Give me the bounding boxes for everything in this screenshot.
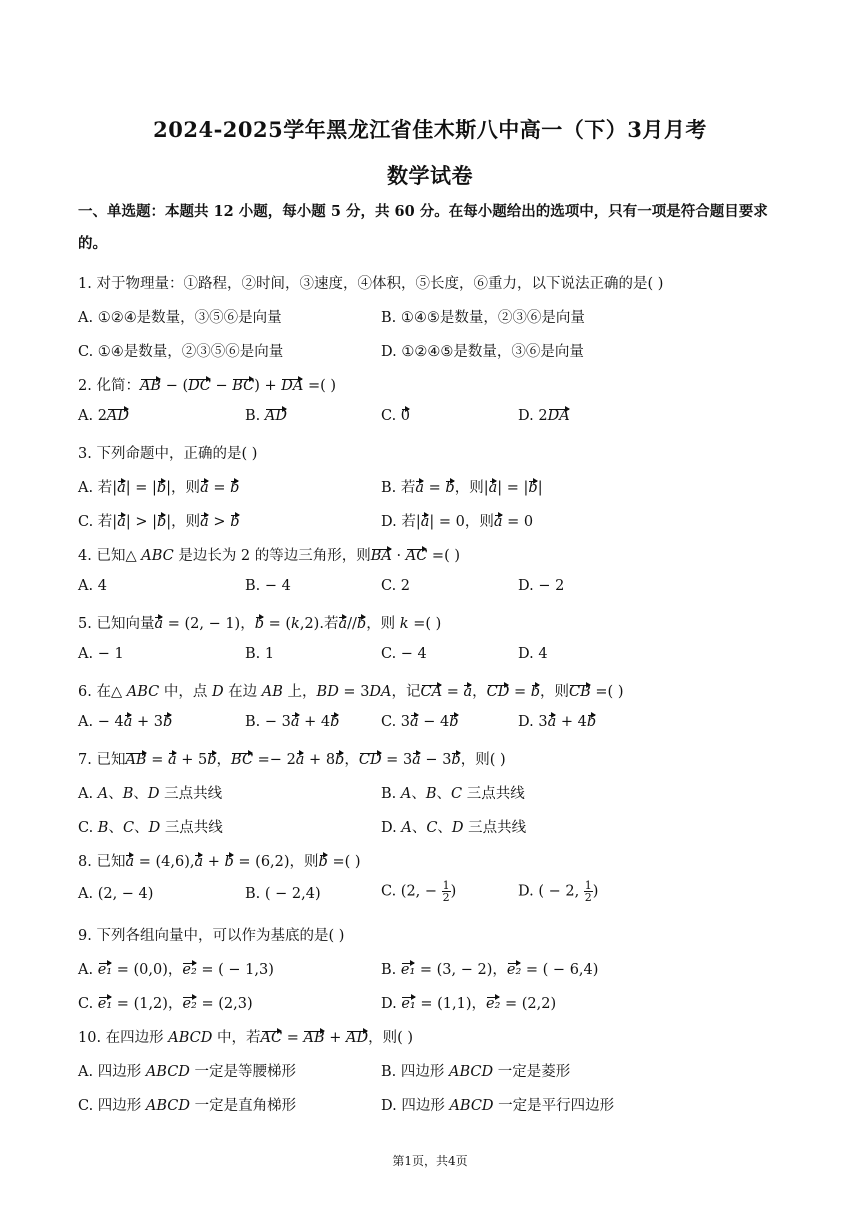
question-2-option-b: B. AD xyxy=(245,408,287,424)
question-7-option-d-text: 三点共线 xyxy=(468,820,527,836)
question-5-option-c: C. − 4 xyxy=(381,646,427,662)
question-1-option-b: B. ①④⑤是数量，②③⑥是向量 xyxy=(381,310,585,326)
section-heading-line2: 的。 xyxy=(78,235,107,252)
question-9-option-a: A. e₁ = (0,0)，e₂ = ( − 1,3) xyxy=(78,962,274,978)
question-9-option-b: B. e₁ = (3, − 2)，e₂ = ( − 6,4) xyxy=(381,962,599,978)
question-10-option-a: A. 四边形 ABCD 一定是等腰梯形 xyxy=(78,1064,297,1080)
question-4-option-d: D. − 2 xyxy=(518,578,565,594)
question-3-option-b: B. 若a = b，则|a| = |b| xyxy=(381,480,543,496)
question-9-option-c: C. e₁ = (1,2)，e₂ = (2,3) xyxy=(78,996,253,1012)
question-10-stem: 10. 在四边形 ABCD 中，若AC = AB + AD，则( ) xyxy=(78,1030,414,1046)
question-9-stem: 9. 下列各组向量中，可以作为基底的是( ) xyxy=(78,928,345,944)
question-1-option-d: D. ①②④⑤是数量，③⑥是向量 xyxy=(381,344,584,360)
question-7-option-c: C. B、C、D 三点共线 xyxy=(78,820,223,836)
section-heading xyxy=(78,196,782,260)
question-1-option-c: C. ①④是数量，②③⑤⑥是向量 xyxy=(78,344,284,360)
question-5-option-b: B. 1 xyxy=(245,646,275,662)
question-8-option-b: B. ( − 2,4) xyxy=(245,886,321,902)
question-4-option-c: C. 2 xyxy=(381,578,411,594)
question-10-option-c-text: 一定是直角梯形 xyxy=(194,1098,297,1114)
question-8-option-d: D. ( − 2, $\frac{1}{2}$ ) xyxy=(518,879,599,904)
question-5-option-a: A. − 1 xyxy=(78,646,124,662)
question-8-option-c: C. (2, − $\frac{1}{2}$ ) xyxy=(381,879,457,904)
question-7-option-d: D. A、C、D 三点共线 xyxy=(381,820,527,836)
question-8-stem: 8. 已知a = (4,6),a + b = (6,2)，则b =( ) xyxy=(78,854,361,870)
question-4-stem: 4. 已知△ ABC 是边长为 2 的等边三角形，则BA · AC =( ) xyxy=(78,548,461,564)
question-6-stem: 6. 在△ ABC 中，点 D 在边 AB 上，BD = 3DA，记CA = a，CD = b，则CB =( ) xyxy=(78,684,624,700)
question-7-option-a-text: 三点共线 xyxy=(164,786,223,802)
question-7-stem: 7. 已知AB = a + 5b，BC =− 2a + 8b，CD = 3a − 3b，则( ) xyxy=(78,752,506,768)
question-7-option-c-text: 三点共线 xyxy=(164,820,223,836)
question-7-option-b: B. A、B、C 三点共线 xyxy=(381,786,525,802)
question-1-option-a: A. ①②④是数量，③⑤⑥是向量 xyxy=(78,310,282,326)
question-6-option-b: B. − 3a + 4b xyxy=(245,714,340,730)
section-heading-line1: 一、单选题：本题共 12 小题，每小题 5 分，共 60 分。在每小题给出的选项中，只有一项是符合题目要求 xyxy=(78,203,768,220)
question-10-option-b-text: 一定是菱形 xyxy=(497,1064,571,1080)
question-5-option-d: D. 4 xyxy=(518,646,548,662)
page-footer: 第1页，共4页 xyxy=(392,1154,468,1168)
question-3-stem: 3. 下列命题中，正确的是( ) xyxy=(78,446,258,462)
question-2-option-c: C. 0 xyxy=(381,408,411,424)
page-subtitle: 数学试卷 xyxy=(387,163,473,188)
question-3-option-d: D. 若|a| = 0，则a = 0 xyxy=(381,514,534,530)
question-6-option-c: C. 3a − 4b xyxy=(381,714,459,730)
question-2-stem: 2. 化简：AB − (DC − BC) + DA =( ) xyxy=(78,378,337,394)
question-3-option-c: C. 若|a| > |b|，则a > b xyxy=(78,514,240,530)
question-2-option-a: A. 2AD xyxy=(78,408,130,424)
question-3-option-a: A. 若|a| = |b|，则a = b xyxy=(78,480,240,496)
question-9-option-d: D. e₁ = (1,1)，e₂ = (2,2) xyxy=(381,996,557,1012)
question-6-option-d: D. 3a + 4b xyxy=(518,714,597,730)
question-2-option-d: D. 2DA xyxy=(518,408,570,424)
question-10-option-c: C. 四边形 ABCD 一定是直角梯形 xyxy=(78,1098,297,1114)
question-10-option-a-text: 一定是等腰梯形 xyxy=(194,1064,297,1080)
question-4-option-b: B. − 4 xyxy=(245,578,291,594)
question-5-stem: 5. 已知向量a = (2, − 1)，b = (k,2).若a//b，则 k =( ) xyxy=(78,616,442,632)
page-title: 2024-2025学年黑龙江省佳木斯八中高一（下）3月月考 xyxy=(153,117,707,142)
question-4-option-a: A. 4 xyxy=(78,578,107,594)
question-10-option-b: B. 四边形 ABCD 一定是菱形 xyxy=(381,1064,571,1080)
question-8-option-a: A. (2, − 4) xyxy=(78,886,154,902)
question-10-option-d-text: 一定是平行四边形 xyxy=(498,1098,615,1114)
question-7-option-a: A. A、B、D 三点共线 xyxy=(78,786,223,802)
question-6-option-a: A. − 4a + 3b xyxy=(78,714,173,730)
question-7-option-b-text: 三点共线 xyxy=(466,786,525,802)
question-1-stem: 1. 对于物理量：①路程，②时间，③速度，④体积，⑤长度，⑥重力，以下说法正确的是( ) xyxy=(78,276,664,292)
question-10-option-d: D. 四边形 ABCD 一定是平行四边形 xyxy=(381,1098,615,1114)
